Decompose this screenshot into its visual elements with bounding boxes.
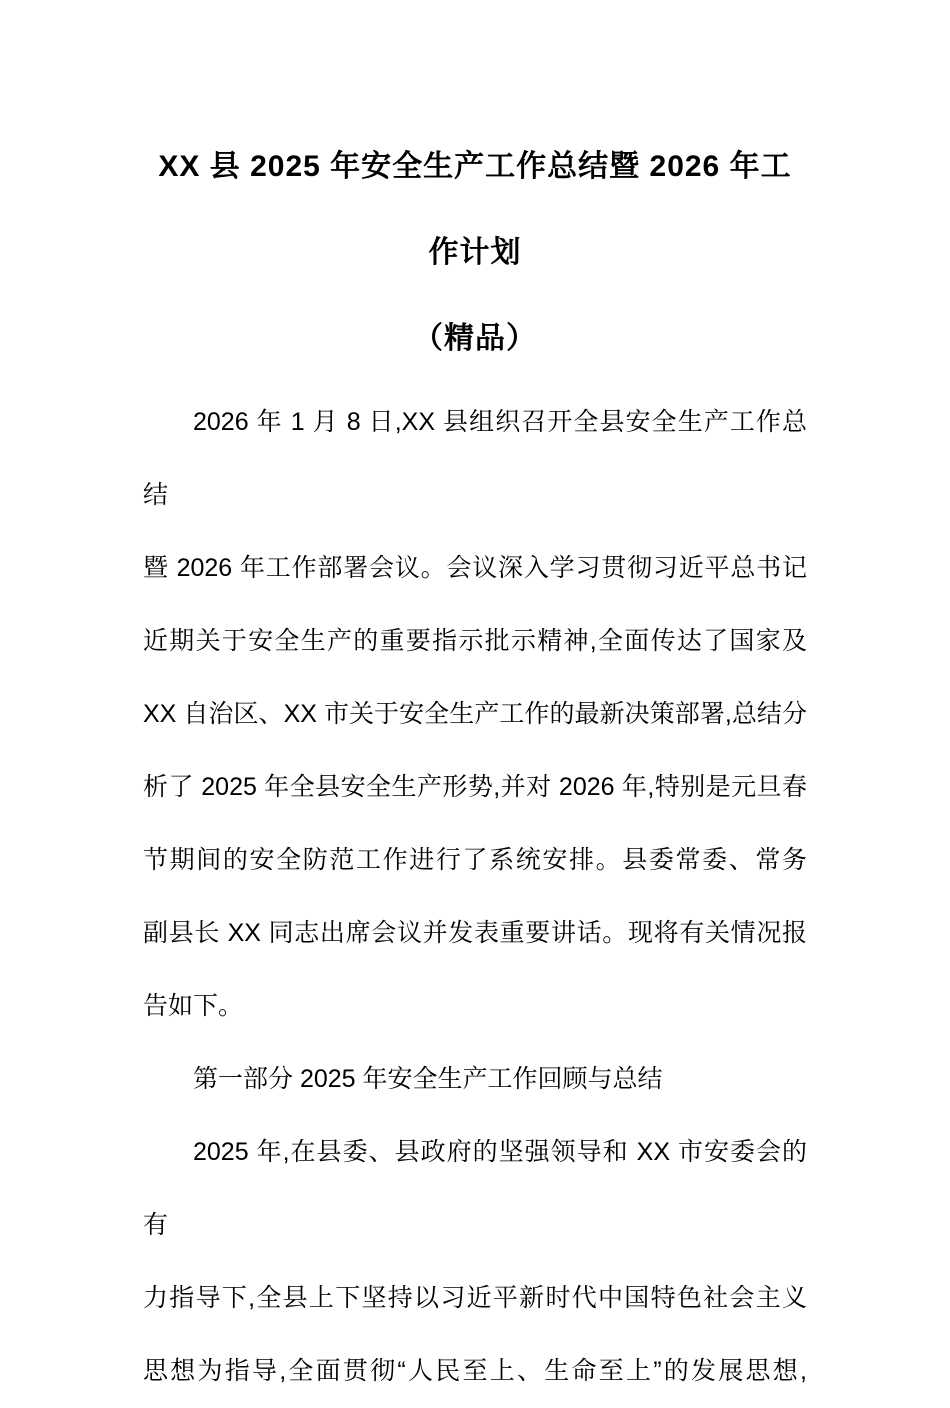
document-body bbox=[143, 386, 807, 1408]
text-line: XX 自治区、XX 市关于安全生产工作的最新决策部署,总结分 bbox=[143, 700, 807, 728]
text-line: 力指导下,全县上下坚持以习近平新时代中国特色社会主义 bbox=[143, 1284, 807, 1312]
text-line: 近期关于安全生产的重要指示批示精神,全面传达了国家及 bbox=[143, 627, 807, 655]
text-line: 2026 年 1 月 8 日,XX 县组织召开全县安全生产工作总结 bbox=[143, 408, 807, 509]
text-line: 2025 年,在县委、县政府的坚强领导和 XX 市安委会的有 bbox=[143, 1138, 807, 1239]
text-line: 思想为指导,全面贯彻“人民至上、生命至上”的发展思想, bbox=[143, 1357, 807, 1385]
paragraph-intro bbox=[143, 386, 807, 1043]
text-line: 告如下。 bbox=[143, 992, 244, 1020]
text-line: 节期间的安全防范工作进行了系统安排。县委常委、常务 bbox=[143, 846, 807, 874]
paragraph-section-heading bbox=[143, 1043, 807, 1116]
title-line-2: （精品） bbox=[413, 322, 537, 355]
document-title bbox=[143, 124, 807, 382]
text-line: 析了 2025 年全县安全生产形势,并对 2026 年,特别是元旦春 bbox=[143, 773, 807, 801]
text-line: 暨 2026 年工作部署会议。会议深入学习贯彻习近平总书记 bbox=[143, 554, 807, 582]
section-heading-line: 第一部分 2025 年安全生产工作回顾与总结 bbox=[193, 1065, 663, 1093]
text-line: 副县长 XX 同志出席会议并发表重要讲话。现将有关情况报 bbox=[143, 919, 807, 947]
title-line-1: XX 县 2025 年安全生产工作总结暨 2026 年工作计划 bbox=[158, 150, 792, 269]
paragraph-review-opening bbox=[143, 1116, 807, 1408]
